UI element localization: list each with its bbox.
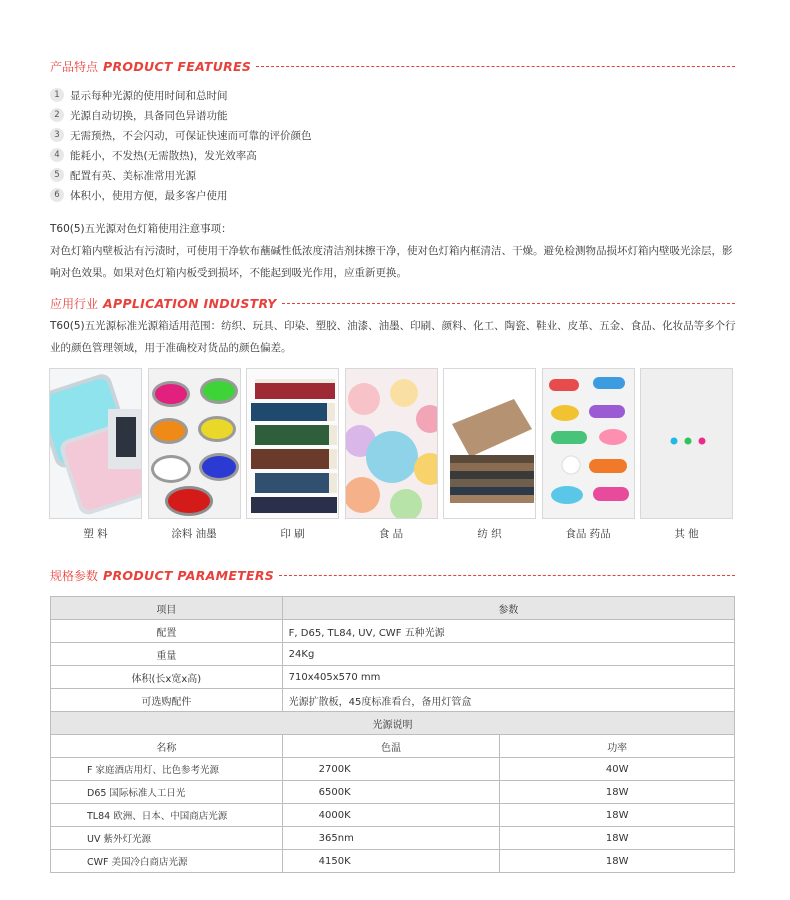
- notes-title: T60(5)五光源对色灯箱使用注意事项：: [50, 223, 232, 235]
- row-value: F, D65, TL84, UV, CWF 五种光源: [282, 620, 734, 643]
- table-row: [51, 620, 735, 643]
- food-medicine-label: 食品 药品: [565, 528, 611, 540]
- light-section-title: 光源说明: [51, 712, 735, 735]
- textile-label: 纺 织: [477, 528, 502, 540]
- light-header-temp: 色温: [282, 735, 500, 758]
- table-row: [51, 689, 735, 712]
- feature-text: 无需预热，不会闪动，可保证快速而可靠的评价颜色: [70, 129, 312, 142]
- notes-body: 对色灯箱内壁板沾有污渍时，可使用干净软布蘸碱性低浓度清洁剂抹擦干净，使对色灯箱内框清洁、干燥。避免检测物品损坏灯箱内壁吸光涂层，影响对色效果。如果对色灯箱内板受到损坏，不能起到吸光作用，应重新更换。: [50, 245, 733, 279]
- params-section-heading: [50, 566, 735, 584]
- features-section-heading: [50, 57, 735, 75]
- number-badge: 3: [50, 128, 64, 142]
- light-name: TL84 欧洲、日本、中国商店光源: [51, 804, 283, 827]
- paint-ink-image: [148, 368, 241, 519]
- features-title-en: PRODUCT FEATURES: [103, 58, 252, 74]
- food-image: [345, 368, 438, 519]
- light-power: 40W: [500, 758, 735, 781]
- number-badge: 5: [50, 168, 64, 182]
- number-badge: 1: [50, 88, 64, 102]
- light-power: 18W: [500, 781, 735, 804]
- light-header-name: 名称: [51, 735, 283, 758]
- usage-notes: [50, 218, 740, 284]
- printing-image: [246, 368, 339, 519]
- list-item: [50, 165, 312, 185]
- params-title-cn: 规格参数: [50, 568, 99, 583]
- plastic-image: [49, 368, 142, 519]
- table-row: [51, 666, 735, 689]
- table-row: [51, 781, 735, 804]
- feature-text: 能耗小，不发热(无需散热)，发光效率高: [70, 149, 257, 162]
- light-temp: 4150K: [282, 850, 500, 873]
- number-badge: 6: [50, 188, 64, 202]
- row-value: 710x405x570 mm: [282, 666, 734, 689]
- light-name: D65 国际标准人工日光: [51, 781, 283, 804]
- table-header-row: [51, 597, 735, 620]
- industry-description: T60(5)五光源标准光源箱适用范围：纺织、玩具、印染、塑胶、油漆、油墨、印刷、颜料、化工、陶瓷、鞋业、皮革、五金、食品、化妆品等多个行业的颜色管理领域，用于准确校对货品的颜色偏差。: [50, 320, 736, 354]
- light-temp: 6500K: [282, 781, 500, 804]
- light-power: 18W: [500, 804, 735, 827]
- row-value: 24Kg: [282, 643, 734, 666]
- heading-divider: [282, 303, 735, 304]
- row-name: 配置: [51, 620, 283, 643]
- table-row: [51, 758, 735, 781]
- header-item: 项目: [51, 597, 283, 620]
- table-row: [51, 850, 735, 873]
- table-row: [51, 827, 735, 850]
- params-table: [50, 596, 735, 873]
- industry-title-cn: 应用行业: [50, 296, 99, 311]
- light-power: 18W: [500, 850, 735, 873]
- list-item: [50, 105, 312, 125]
- light-header-power: 功率: [500, 735, 735, 758]
- params-title-en: PRODUCT PARAMETERS: [103, 567, 275, 583]
- industry-title-en: APPLICATION INDUSTRY: [103, 295, 277, 311]
- light-section-row: [51, 712, 735, 735]
- feature-text: 显示每种光源的使用时间和总时间: [70, 89, 228, 102]
- light-header-row: [51, 735, 735, 758]
- header-param: 参数: [282, 597, 734, 620]
- food-medicine-image: [542, 368, 635, 519]
- paint-ink-label: 涂料 油墨: [171, 528, 217, 540]
- row-name: 可选购配件: [51, 689, 283, 712]
- industry-gallery: [49, 368, 735, 543]
- light-temp: 4000K: [282, 804, 500, 827]
- list-item: [50, 185, 312, 205]
- feature-text: 配置有英、美标准常用光源: [70, 169, 196, 182]
- feature-text: 光源自动切换，具备同色异谱功能: [70, 109, 228, 122]
- list-item: [50, 125, 312, 145]
- light-name: F 家庭酒店用灯、比色参考光源: [51, 758, 283, 781]
- number-badge: 2: [50, 108, 64, 122]
- number-badge: 4: [50, 148, 64, 162]
- food-label: 食 品: [378, 528, 404, 540]
- list-item: [50, 85, 312, 105]
- light-name: CWF 美国冷白商店光源: [51, 850, 283, 873]
- feature-text: 体积小，使用方便，最多客户使用: [70, 189, 228, 202]
- row-value: 光源扩散板，45度标准看台，备用灯管盒: [282, 689, 734, 712]
- others-label: 其 他: [674, 528, 699, 540]
- row-name: 体积(长x宽x高): [51, 666, 283, 689]
- features-list: [50, 85, 312, 205]
- others-image: [640, 368, 733, 519]
- light-power: 18W: [500, 827, 735, 850]
- light-name: UV 紫外灯光源: [51, 827, 283, 850]
- light-temp: 2700K: [282, 758, 500, 781]
- heading-divider: [279, 575, 735, 576]
- heading-divider: [256, 66, 735, 67]
- features-title-cn: 产品特点: [50, 59, 99, 74]
- row-name: 重量: [51, 643, 283, 666]
- table-row: [51, 804, 735, 827]
- list-item: [50, 145, 312, 165]
- light-temp: 365nm: [282, 827, 500, 850]
- printing-label: 印 刷: [280, 528, 305, 540]
- table-row: [51, 643, 735, 666]
- plastic-label: 塑 料: [83, 528, 108, 540]
- industry-section-heading: [50, 294, 735, 312]
- textile-image: [443, 368, 536, 519]
